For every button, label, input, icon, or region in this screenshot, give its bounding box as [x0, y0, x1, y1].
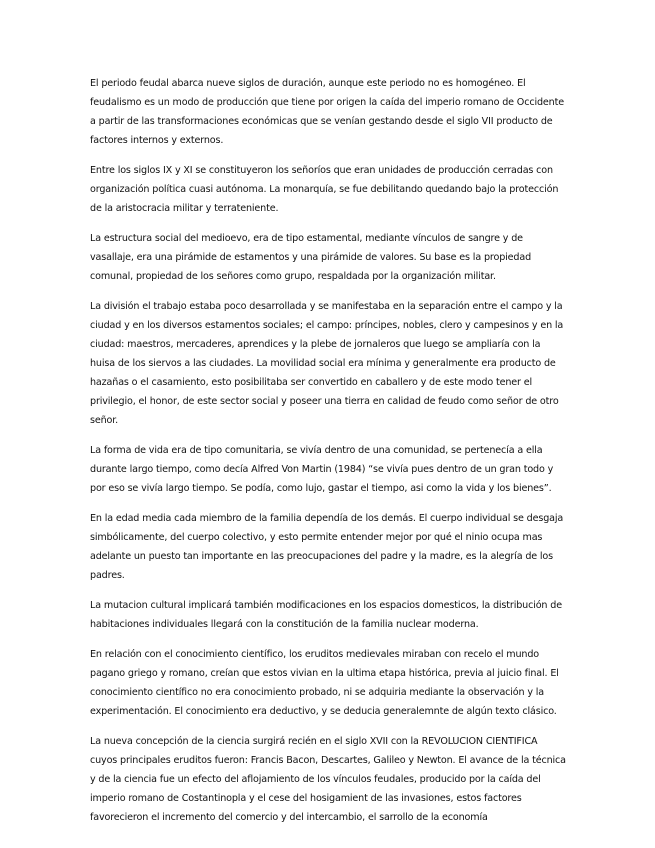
paragraph-senorios: Entre los siglos IX y XI se constituyeron los señoríos que eran unidades de producción cerradas con organización política cuasi autónoma. La monarquía, se fue debilitando quedando bajo la protección de la aristocracia militar y terrateniente. [90, 165, 559, 214]
paragraph-scientific-revolution: La nueva concepción de la ciencia surgirá recién en el siglo XVII con la REVOLUCION CIENTIFICA cuyos principales eruditos fueron: Francis Bacon, Descartes, Galileo y Newton. El avance de la técnica y de la ciencia fue un efecto del aflojamiento de los vínculos feudales, producido por la caída del imperio romano de Costantinopla y el cese del hosigamient de las invasiones, estos factores favorecieron el incremento del comercio y del intercambio, el sarrollo de la economía [90, 736, 566, 823]
paragraph-feudal-period: El periodo feudal abarca nueve siglos de duración, aunque este periodo no es homogéneo. El feudalismo es un modo de producción que tiene por origen la caída del imperio romano de Occidente a partir de las transformaciones económicas que se venían gestando desde el siglo VII producto de factores internos y externos. [90, 78, 564, 146]
paragraph-social-structure: La estructura social del medioevo, era de tipo estamental, mediante vínculos de sangre y de vasallaje, era una pirámide de estamentos y una pirámide de valores. Su base es la propiedad comunal, propiedad de los señores como grupo, respaldada por la organización militar. [90, 233, 532, 282]
paragraph-family: En la edad media cada miembro de la familia dependía de los demás. El cuerpo individual se desgaja simbólicamente, del cuerpo colectivo, y esto permite entender mejor por qué el ninio ocupa mas adelante un puesto tan importante en las preocupaciones del padre y la madre, es la alegría de los padres. [90, 513, 564, 581]
paragraph-way-of-life: La forma de vida era de tipo comunitaria, se vivía dentro de una comunidad, se pertenecía a ella durante largo tiempo, como decía Alfred Von Martin (1984) “se vivía pues dentro de un gran todo y por eso se vivía largo tiempo. Se podía, como lujo, gastar el tiempo, asi como la vida y los bienes”. [90, 445, 554, 494]
paragraph-cultural-mutation: La mutacion cultural implicará también modificaciones en los espacios domesticos, la distribución de habitaciones individuales llegará con la constitución de la familia nuclear moderna. [90, 600, 562, 630]
document-body [90, 74, 566, 838]
paragraph-scientific-knowledge: En relación con el conocimiento científico, los eruditos medievales miraban con recelo el mundo pagano griego y romano, creían que estos vivian en la ultima etapa histórica, previa al juicio final. El conocimiento científico no era conocimiento probado, ni se adquiria mediante la observación y la experimentación. El conocimiento era deductivo, y se deducia generalemnte de algún texto clásico. [90, 649, 559, 717]
paragraph-division-of-labor: La división el trabajo estaba poco desarrollada y se manifestaba en la separación entre el campo y la ciudad y en los diversos estamentos sociales; el campo: príncipes, nobles, clero y campesinos y en la ciudad: maestros, mercaderes, aprendices y la plebe de jornaleros que luego se ampliaría con la huisa de los siervos a las ciudades. La movilidad social era mínima y generalmente era producto de hazañas o el casamiento, esto posibilitaba ser convertido en caballero y de este modo tener el privilegio, el honor, de este sector social y poseer una tierra en calidad de feudo como señor de otro señor. [90, 301, 564, 426]
